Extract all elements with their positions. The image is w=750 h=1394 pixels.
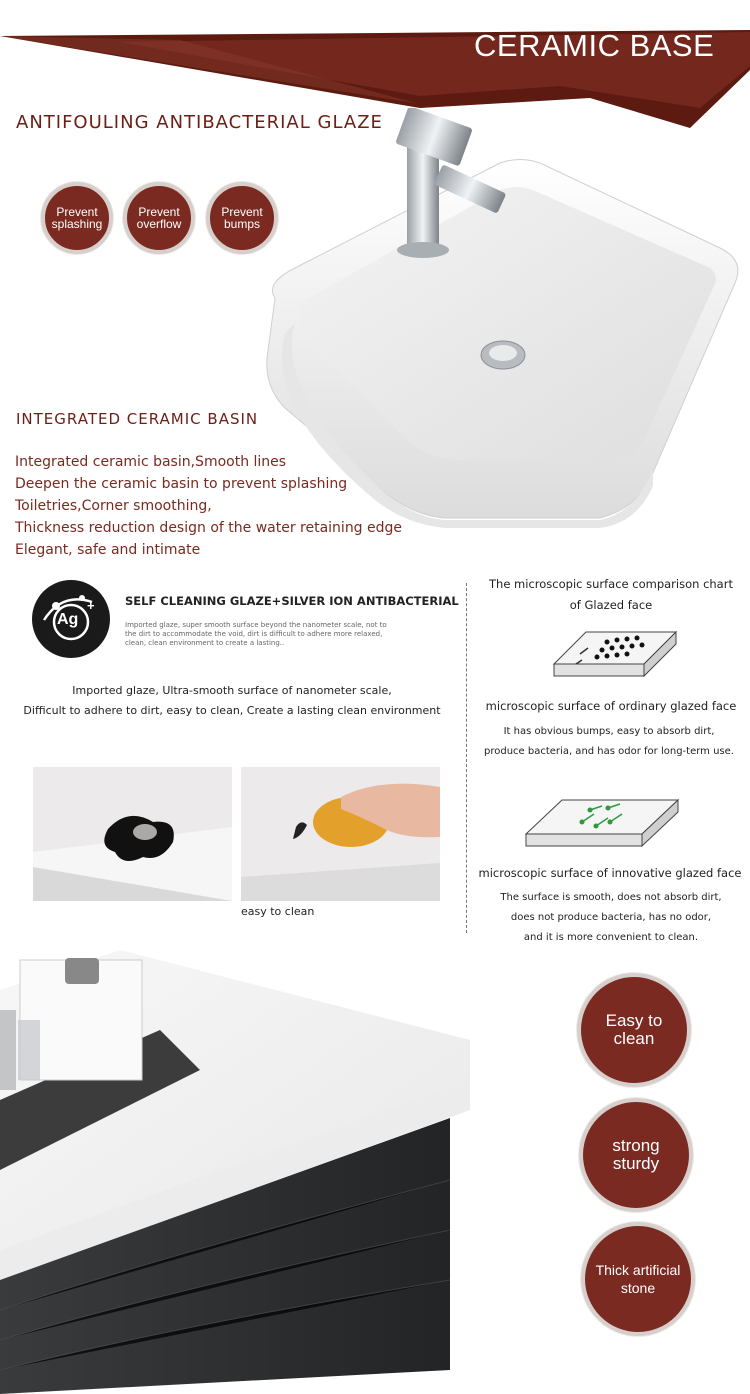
comparison-title [476, 574, 746, 616]
innovative-label [474, 866, 746, 880]
innovative-label-text: microscopic surface of innovative glazed face [478, 866, 742, 880]
innovative-desc-line: and it is more convenient to clean. [523, 932, 699, 943]
description-line: Thickness reduction design of the water retaining edge [15, 520, 403, 536]
comparison-title-line: The microscopic surface comparison chart [489, 577, 733, 591]
small-text-line: clean, clean environment to create a lasting.. [125, 639, 285, 647]
ordinary-desc-line: It has obvious bumps, easy to absorb dirt, [503, 726, 715, 737]
dirty-surface-photo [33, 767, 232, 901]
vanity-illustration [0, 950, 480, 1394]
description-line: Toiletries,Corner smoothing, [15, 498, 212, 514]
ag-label: Ag [57, 611, 79, 628]
integrated-basin-heading: INTEGRATED CERAMIC BASIN [16, 410, 259, 428]
feature-strong-sturdy: strong sturdy [579, 1098, 693, 1212]
ordinary-desc [472, 722, 746, 762]
self-clean-heading: SELF CLEANING GLAZE+SILVER ION ANTIBACTERIAL [125, 594, 459, 608]
innovative-surface-diagram [524, 796, 680, 854]
badge-prevent-bumps: Prevent bumps [206, 182, 278, 254]
badge-prevent-overflow: Prevent overflow [123, 182, 195, 254]
self-clean-caption [22, 681, 442, 721]
innovative-desc [476, 888, 746, 948]
badge-prevent-splashing: Prevent splashing [41, 182, 113, 254]
ag-plus: + [87, 598, 95, 613]
banner-title: CERAMIC BASE [474, 28, 715, 63]
self-clean-small-text [125, 621, 387, 648]
ordinary-label-text: microscopic surface of ordinary glazed face [485, 699, 737, 713]
ordinary-desc-line: produce bacteria, and has odor for long-term use. [484, 746, 734, 757]
caption-line: Imported glaze, Ultra-smooth surface of nanometer scale, [72, 684, 392, 697]
feature-easy-to-clean: Easy to clean [577, 973, 691, 1087]
integrated-basin-description [15, 451, 402, 561]
photo-caption: easy to clean [241, 905, 315, 918]
description-line: Elegant, safe and intimate [15, 542, 201, 558]
innovative-desc-line: The surface is smooth, does not absorb dirt, [500, 892, 722, 903]
comparison-title-line: of Glazed face [569, 598, 653, 612]
ag-ion-icon [32, 580, 110, 658]
ordinary-surface-diagram [552, 628, 678, 684]
small-text-line: the dirt to accommodate the void, dirt is difficult to adhere more relaxed, [125, 630, 383, 638]
small-text-line: Imported glaze, super smooth surface beyond the nanometer scale, not to [125, 621, 387, 629]
glaze-heading: ANTIFOULING ANTIBACTERIAL GLAZE [16, 112, 383, 133]
cleaning-photo [241, 767, 440, 901]
section-divider [466, 583, 467, 933]
description-line: Deepen the ceramic basin to prevent splashing [15, 476, 348, 492]
feature-thick-artificial-stone: Thick artificial stone [581, 1222, 695, 1336]
caption-line: Difficult to adhere to dirt, easy to clean, Create a lasting clean environment [23, 704, 441, 717]
innovative-desc-line: does not produce bacteria, has no odor, [510, 912, 712, 923]
ordinary-label [476, 699, 746, 713]
description-line: Integrated ceramic basin,Smooth lines [15, 454, 287, 470]
